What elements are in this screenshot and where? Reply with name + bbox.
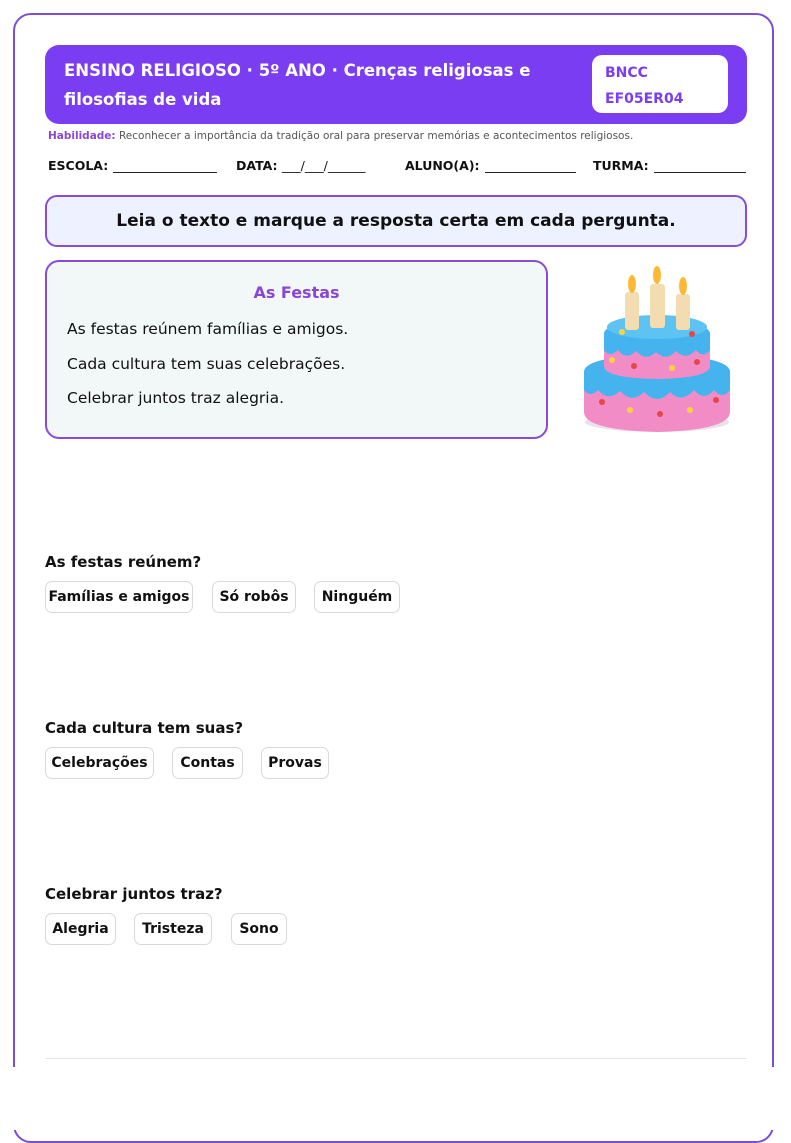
date-field (236, 158, 365, 173)
school-field (48, 158, 217, 173)
class-label: TURMA: (593, 158, 649, 173)
reading-line: As festas reúnem famílias e amigos. (67, 320, 349, 338)
answer-option[interactable]: Tristeza (134, 913, 212, 945)
student-label: ALUNO(A): (405, 158, 480, 173)
answer-option[interactable]: Contas (172, 747, 243, 779)
student-field (405, 158, 576, 173)
student-info-fields (48, 158, 746, 182)
question-1: As festas reúnem? (45, 553, 202, 571)
school-input-line[interactable] (113, 158, 217, 173)
answer-option[interactable]: Provas (261, 747, 329, 779)
answer-option[interactable]: Celebrações (45, 747, 154, 779)
page-cutoff (0, 1067, 791, 1130)
student-input-line[interactable] (485, 158, 576, 173)
class-input-line[interactable] (654, 158, 746, 173)
skill-label: Habilidade: (48, 130, 116, 142)
reading-line: Cada cultura tem suas celebrações. (67, 355, 346, 373)
skill-line (48, 130, 633, 142)
instruction-text: Leia o texto e marque a resposta certa em cada pergunta. (116, 211, 676, 231)
footer-divider (45, 1058, 747, 1059)
answer-option[interactable]: Sono (231, 913, 287, 945)
answer-option[interactable]: Famílias e amigos (45, 581, 193, 613)
bncc-badge (592, 55, 728, 113)
page-title: ENSINO RELIGIOSO · 5º ANO · Crenças religiosas e filosofias de vida (64, 61, 531, 109)
header-banner (45, 45, 747, 124)
date-label: DATA: (236, 158, 278, 173)
answer-option[interactable]: Ninguém (314, 581, 400, 613)
reading-line: Celebrar juntos traz alegria. (67, 389, 285, 407)
skill-text: Reconhecer a importância da tradição oral para preservar memórias e acontecimentos religiosos. (118, 130, 634, 142)
reading-title: As Festas (253, 283, 340, 302)
reading-text-box (45, 260, 548, 439)
question-3: Celebrar juntos traz? (45, 885, 223, 903)
answer-option[interactable]: Alegria (45, 913, 116, 945)
instruction-banner (45, 195, 747, 247)
question-2: Cada cultura tem suas? (45, 719, 244, 737)
bncc-label: BNCC (605, 65, 648, 81)
school-label: ESCOLA: (48, 158, 109, 173)
worksheet-border (13, 13, 774, 1143)
date-blank[interactable]: ___/___/______ (281, 158, 366, 173)
bncc-code: EF05ER04 (605, 91, 684, 107)
class-field (593, 158, 746, 173)
answer-option[interactable]: Só robôs (212, 581, 296, 613)
birthday-cake-icon (572, 262, 742, 437)
